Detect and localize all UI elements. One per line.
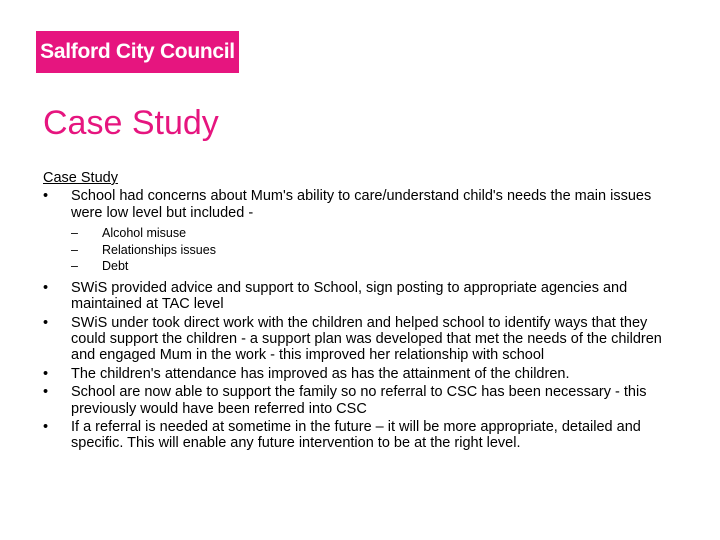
bullet-marker: • <box>43 384 49 401</box>
dash-marker: – <box>71 226 78 241</box>
sub-list <box>71 225 683 275</box>
bullet-text: The children's attendance has improved as has the attainment of the children. <box>71 365 570 382</box>
bullet-marker: • <box>43 279 49 296</box>
bullet-list <box>43 188 683 451</box>
bullet-item <box>43 188 683 274</box>
sub-item-text: Debt <box>102 259 129 274</box>
bullet-text: SWiS provided advice and support to School, sign posting to appropriate agencies and maintained at TAC level <box>71 279 628 313</box>
bullet-item <box>43 280 683 313</box>
bullet-item <box>43 366 683 382</box>
bullet-item <box>43 315 683 364</box>
sub-item <box>71 242 683 259</box>
slide-subtitle: Case Study <box>43 170 118 186</box>
slide-body <box>43 170 683 454</box>
sub-item <box>71 225 683 242</box>
slide-title: Case Study <box>43 104 219 142</box>
bullet-marker: • <box>43 314 49 331</box>
dash-marker: – <box>71 259 78 274</box>
bullet-marker: • <box>43 418 49 435</box>
bullet-text: If a referral is needed at sometime in the future – it will be more appropriate, detailed and specific. This will enable any future intervention to be at the right level. <box>71 418 641 452</box>
bullet-item <box>43 419 683 452</box>
dash-marker: – <box>71 242 78 257</box>
sub-item-text: Alcohol misuse <box>102 226 187 241</box>
bullet-item <box>43 384 683 417</box>
bullet-marker: • <box>43 188 49 205</box>
salford-city-council-logo: Salford City Council <box>36 31 239 73</box>
sub-item-text: Relationships issues <box>102 242 216 257</box>
bullet-text: School are now able to support the family so no referral to CSC has been necessary - this previously would have been referred into CSC <box>71 384 647 417</box>
bullet-marker: • <box>43 365 49 382</box>
bullet-text: SWiS under took direct work with the children and helped school to identify ways that they could support the children - a support plan was developed that met the needs of the children and engaged Mum in the work - this improved her relationship with school <box>71 314 662 364</box>
bullet-text: School had concerns about Mum's ability to care/understand child's needs the main issues were low level but included - <box>71 188 652 221</box>
sub-item <box>71 258 683 275</box>
